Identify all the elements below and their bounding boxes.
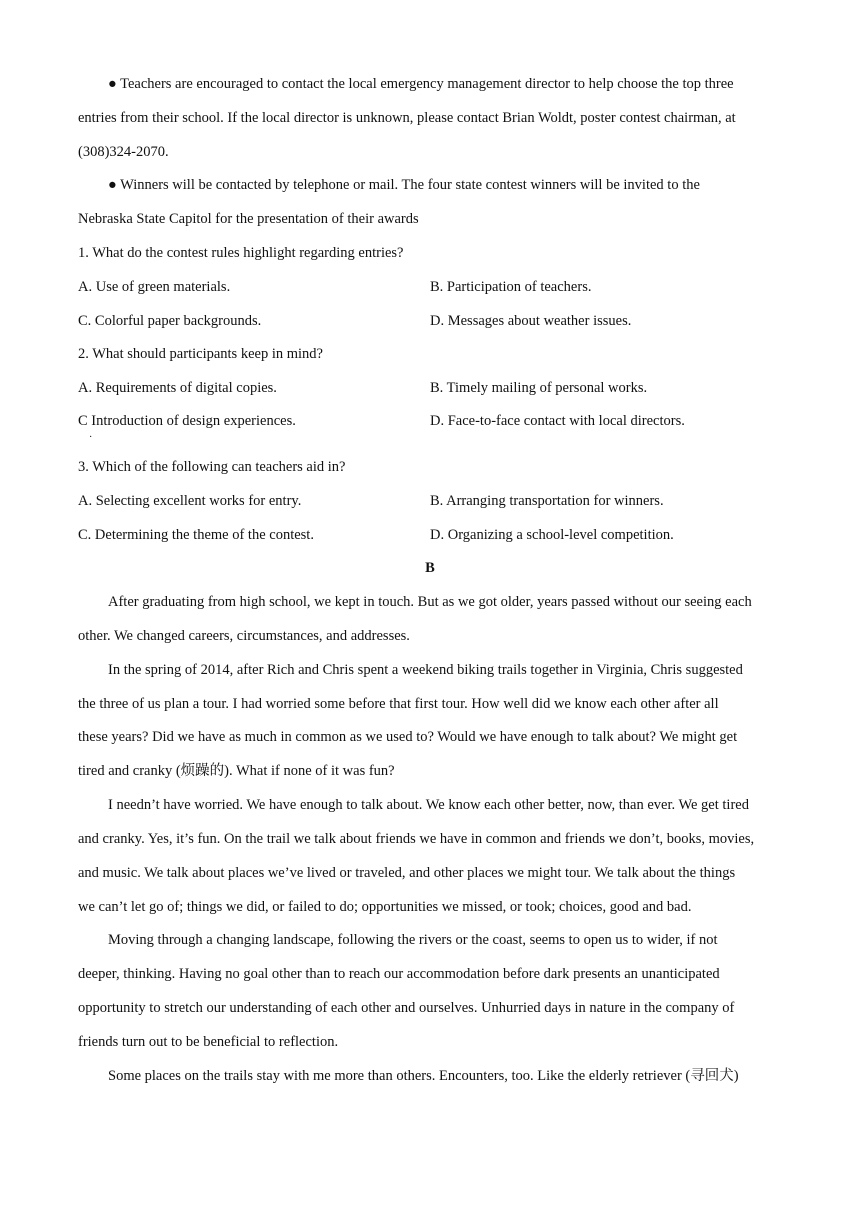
question-2-option-c: C Introduction of design experiences. — [78, 413, 296, 429]
bullet-2-line-2: Nebraska State Capitol for the presentation of their awards — [78, 211, 419, 227]
passage-p5-line-1: Some places on the trails stay with me more than others. Encounters, too. Like the elderly retriever (寻回犬) — [108, 1068, 739, 1084]
passage-p2-line-2: the three of us plan a tour. I had worried some before that first tour. How well did we know each other after all — [78, 696, 719, 712]
bullet-1-line-2: entries from their school. If the local director is unknown, please contact Brian Woldt, poster contest chairman, at — [78, 110, 736, 126]
question-3-option-d: D. Organizing a school-level competition. — [430, 527, 674, 543]
passage-p3-line-1: I needn’t have worried. We have enough to talk about. We know each other better, now, than ever. We get tired — [108, 797, 749, 813]
bullet-1-line-1: ● Teachers are encouraged to contact the local emergency management director to help choose the top three — [108, 76, 734, 92]
passage-p1-line-2: other. We changed careers, circumstances, and addresses. — [78, 628, 410, 644]
question-1-stem: 1. What do the contest rules highlight regarding entries? — [78, 245, 404, 261]
question-2-option-d: D. Face-to-face contact with local directors. — [430, 413, 685, 429]
question-3-option-b: B. Arranging transportation for winners. — [430, 493, 664, 509]
stray-dot-mark: · — [89, 432, 93, 443]
question-3-stem: 3. Which of the following can teachers aid in? — [78, 459, 346, 475]
question-2-option-a: A. Requirements of digital copies. — [78, 380, 277, 396]
question-2-stem: 2. What should participants keep in mind? — [78, 346, 323, 362]
passage-p4-line-2: deeper, thinking. Having no goal other than to reach our accommodation before dark presents an unanticipated — [78, 966, 720, 982]
question-2-option-b: B. Timely mailing of personal works. — [430, 380, 648, 396]
section-title: B — [425, 560, 435, 576]
passage-p4-line-1: Moving through a changing landscape, following the rivers or the coast, seems to open us to wider, if not — [108, 932, 718, 948]
passage-p2-line-1: In the spring of 2014, after Rich and Chris spent a weekend biking trails together in Virginia, Chris suggested — [108, 662, 743, 678]
passage-p4-line-3: opportunity to stretch our understanding of each other and ourselves. Unhurried days in nature in the company of — [78, 1000, 735, 1016]
question-1-option-b: B. Participation of teachers. — [430, 279, 592, 295]
passage-p2-line-3: these years? Did we have as much in common as we used to? Would we have enough to talk about? We might get — [78, 729, 738, 745]
question-1-option-a: A. Use of green materials. — [78, 279, 231, 295]
question-3-option-a: A. Selecting excellent works for entry. — [78, 493, 302, 509]
bullet-1-line-3: (308)324-2070. — [78, 144, 169, 160]
passage-p3-line-4: we can’t let go of; things we did, or failed to do; opportunities we missed, or took; choices, good and bad. — [78, 899, 692, 915]
question-1-option-c: C. Colorful paper backgrounds. — [78, 313, 262, 329]
passage-p3-line-2: and cranky. Yes, it’s fun. On the trail we talk about friends we have in common and friends we don’t, books, movies, — [78, 831, 755, 847]
question-1-option-d: D. Messages about weather issues. — [430, 313, 632, 329]
passage-p1-line-1: After graduating from high school, we kept in touch. But as we got older, years passed without our seeing each — [108, 594, 752, 610]
passage-p2-line-4: tired and cranky (烦躁的). What if none of it was fun? — [78, 763, 395, 779]
bullet-2-line-1: ● Winners will be contacted by telephone or mail. The four state contest winners will be invited to the — [108, 177, 700, 193]
passage-p4-line-4: friends turn out to be beneficial to reflection. — [78, 1034, 339, 1050]
question-3-option-c: C. Determining the theme of the contest. — [78, 527, 314, 543]
passage-p3-line-3: and music. We talk about places we’ve lived or traveled, and other places we might tour. We talk about the things — [78, 865, 736, 881]
